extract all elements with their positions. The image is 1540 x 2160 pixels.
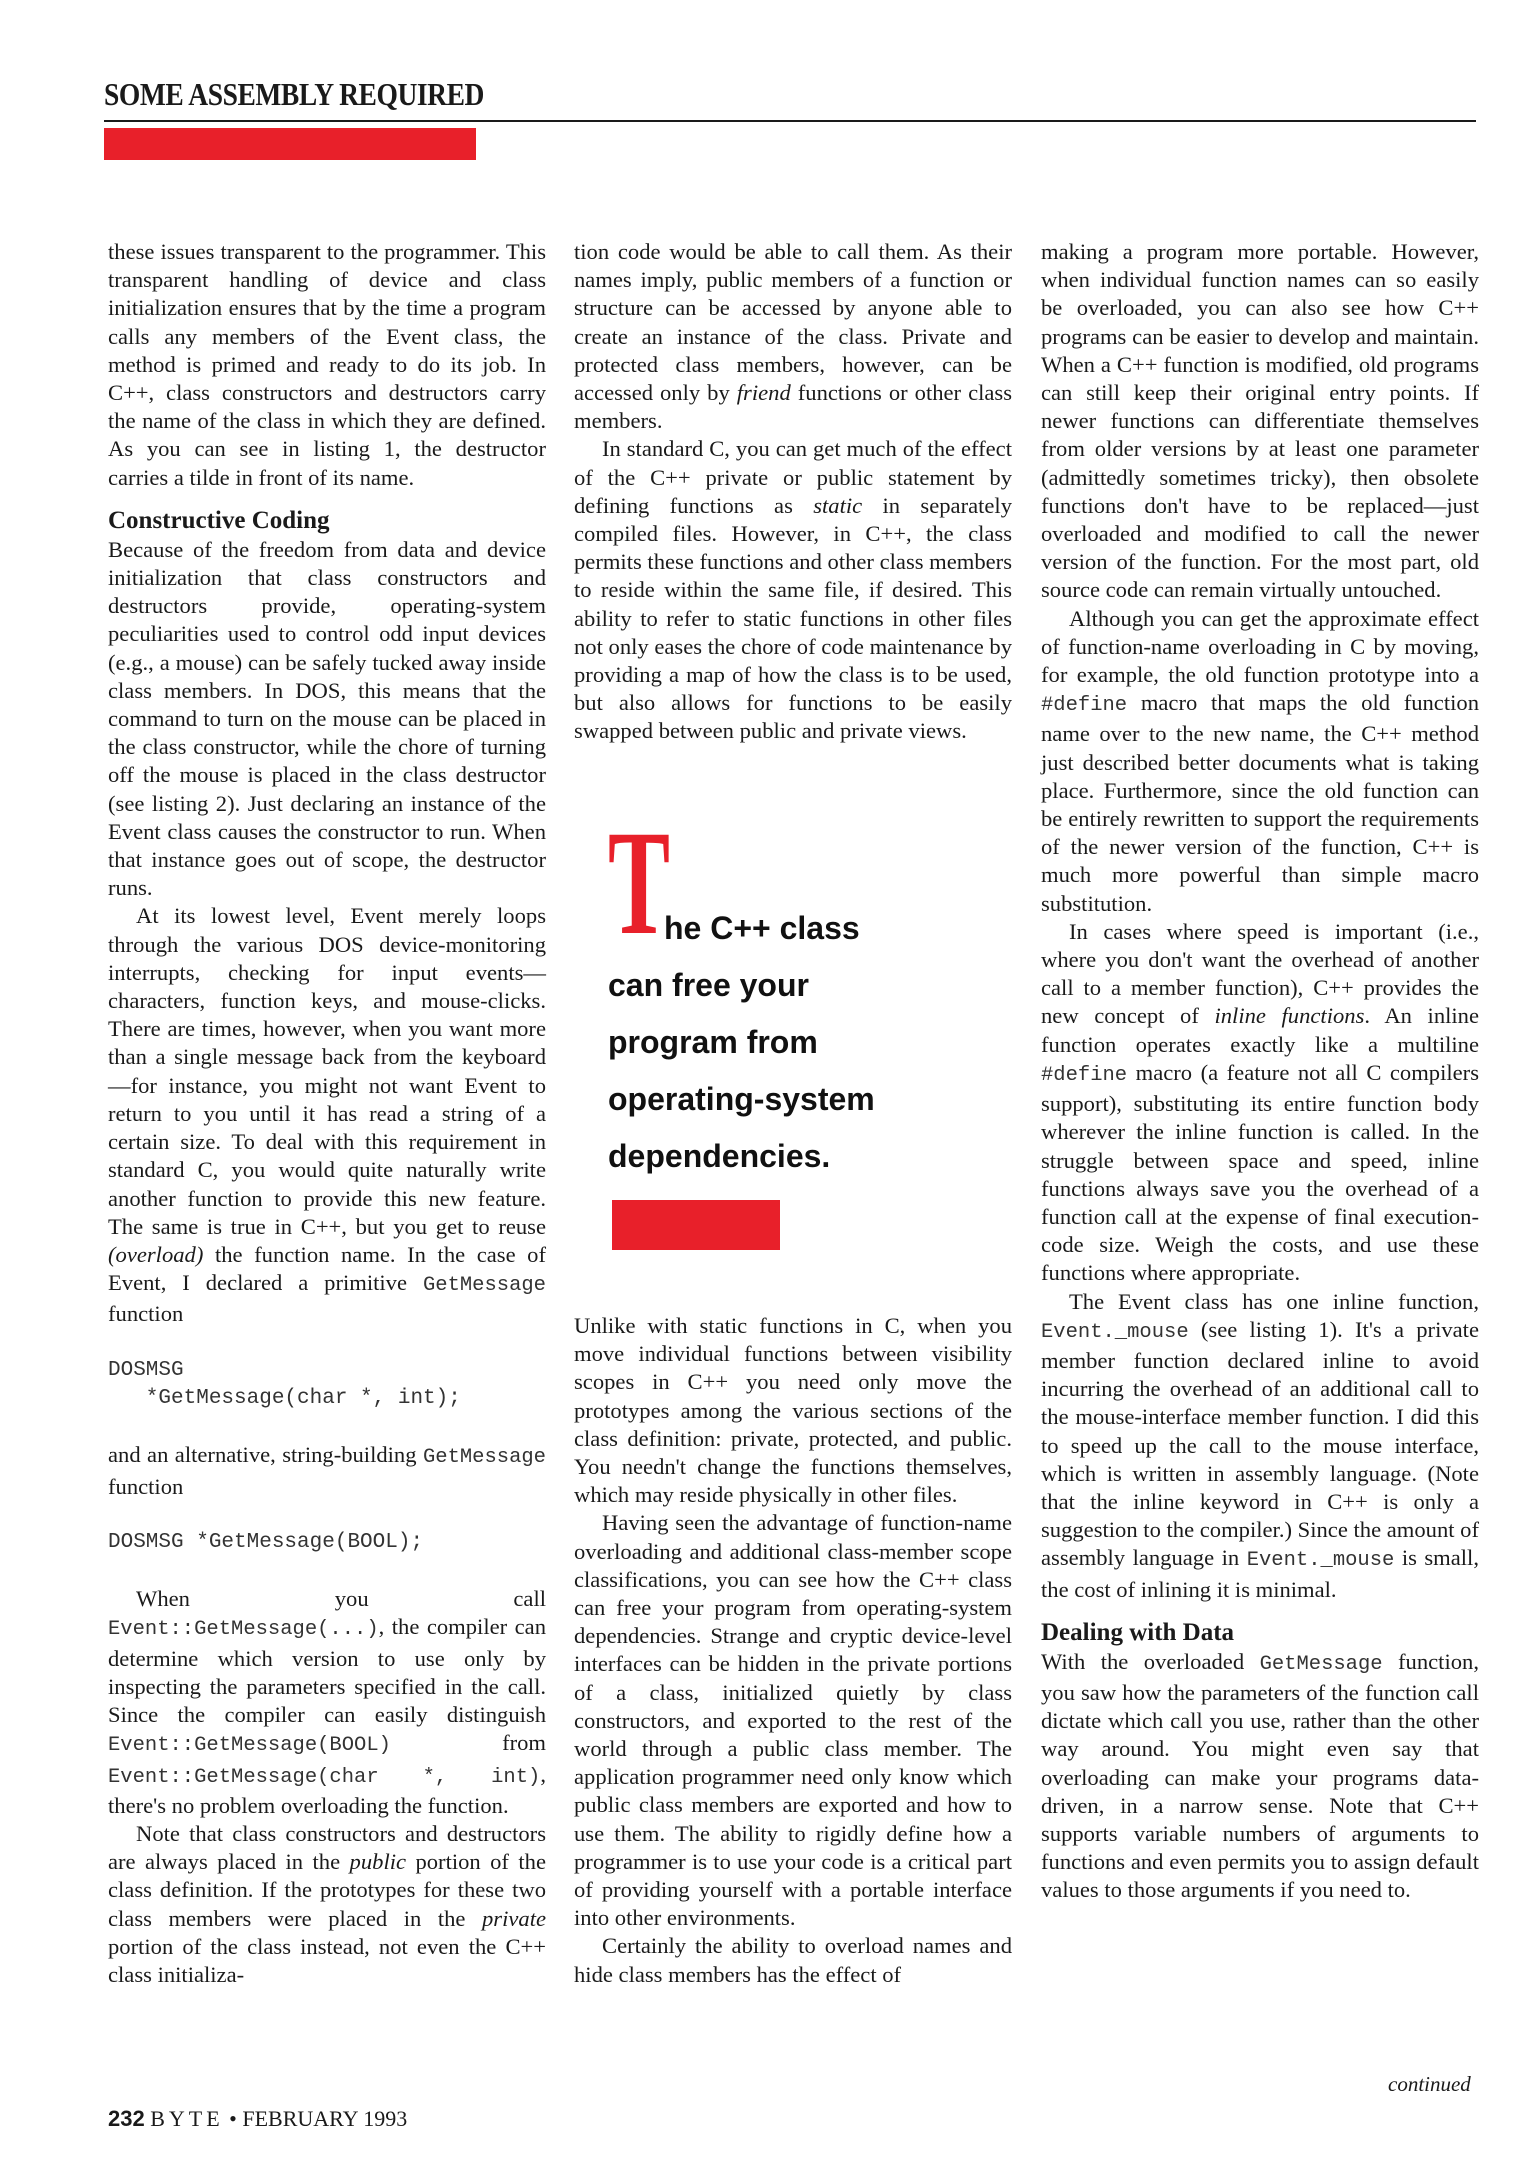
inline-code: #define	[1041, 1063, 1128, 1087]
header-rule	[104, 120, 1476, 122]
continued-label: continued	[1388, 2072, 1471, 2096]
paragraph: When you call Event::GetMessage(...), the compiler can determine which version to use only by inspecting the parameters specified in the call. Since the compiler can easily distinguish Event::GetMessage(BOOL) from Event::GetMessage(char *, int), there's no problem overloading the function.	[108, 1586, 546, 1818]
paragraph: In standard C, you can get much of the effect of the C++ private or public statement by defining functions as static in separately compiled files. However, in C++, the class permits these functions and other class members to reside within the same file, if desired. This ability to refer to static functions in other files not only eases the chore of code maintenance by providing a map of how the class is to be used, but also allows for functions to be easily swapped between public and private views.	[574, 436, 1013, 744]
paragraph: Although you can get the approximate effect of function-name overloading in C by moving, for example, the old function prototype into a #define macro that maps the old function name over to the new name, the C++ method just described better documents what is taking place. Furthermore, since the old function can be entirely rewritten to support the requirements of the newer version of the function, C++ is much more powerful than simple macro substitution.	[1041, 605, 1479, 916]
code-block: DOSMSG *GetMessage(BOOL);	[108, 1530, 424, 1554]
emphasis-static: static	[813, 492, 863, 518]
header-accent-bar	[104, 128, 476, 160]
page-footer	[108, 2106, 407, 2132]
inline-code: Event::GetMessage(...)	[108, 1618, 379, 1642]
inline-code: GetMessage	[422, 1446, 546, 1470]
paragraph: With the overloaded GetMessage function, you saw how the parameters of the function call dictate which call you use, rather than the other way around. You might even say that overloading can make your programs data-driven, in a narrow sense. Note that C++ supports variable numbers of arguments to functions and even permits you to assign default values to those arguments if you need to.	[1041, 1648, 1479, 1903]
subheading-constructive-coding: Constructive Coding	[108, 506, 330, 534]
inline-code: Event::GetMessage(BOOL)	[108, 1734, 391, 1758]
paragraph: The Event class has one inline function, Event._mouse (see listing 1). It's a private member function declared inline to avoid incurring the overhead of an additional call to the mouse-interface member function. I did this to speed up the call to the mouse interface, which is written in assembly language. (Note that the inline keyword in C++ is only a suggestion to the compiler.) Since the amount of assembly language in Event._mouse is small, the cost of inlining it is minimal.	[1041, 1288, 1479, 1602]
column-2	[574, 238, 1012, 746]
page-number: 232	[108, 2106, 145, 2131]
paragraph: tion code would be able to call them. As their names imply, public members of a function or structure can be accessed by anyone able to create an instance of the class. Private and protected class members, however, can be accessed only by friend functions or other class members.	[574, 239, 1012, 434]
pullquote-accent-bar	[612, 1200, 780, 1250]
code-block: DOSMSG *GetMessage(char *, int);	[108, 1358, 461, 1410]
footer-separator: •	[229, 2106, 237, 2131]
column-3	[1041, 238, 1479, 1905]
emphasis-friend: friend	[736, 380, 791, 406]
pullquote-line: can free your	[608, 967, 809, 1003]
paragraph: Having seen the advantage of function-name overloading and additional class-member scope classifications, you can see how the C++ class can free your program from operating-system dependencies. Strange and cryptic device-level interfaces can be hidden in the private portions of a class, initialized quietly by class constructors, and exported to the rest of the world through a public class member. The application programmer need only know which public class members are exported and how to use them. The ability to rigidly define how a programmer is to use your code is a critical part of providing yourself with a portable interface into other environments.	[574, 1510, 1012, 1931]
emphasis-private: private	[482, 1905, 546, 1931]
paragraph: Certainly the ability to overload names and hide class members has the effect of	[574, 1933, 1012, 1987]
subheading-dealing-with-data: Dealing with Data	[1041, 1618, 1235, 1646]
issue-date: FEBRUARY 1993	[242, 2106, 408, 2131]
inline-code: Event._mouse	[1246, 1549, 1395, 1573]
pullquote-line: he C++ class	[664, 910, 860, 946]
section-title: SOME ASSEMBLY REQUIRED	[104, 76, 484, 112]
paragraph: Unlike with static functions in C, when you move individual functions between visibility scopes in C++ you need only move the prototypes among the various sections of the class definition: private, protected, and public. You needn't change the functions themselves, which may reside physically in other files.	[574, 1313, 1012, 1508]
paragraph: and an alternative, string-building GetMessage function	[108, 1442, 546, 1499]
magazine-name: BYTE	[150, 2106, 224, 2131]
paragraph: these issues transparent to the programmer. This transparent handling of device and class initialization ensures that by the time a program calls any members of the Event class, the method is primed and ready to do its job. In C++, class constructors and destructors carry the name of the class in which they are defined. As you can see in listing 1, the destructor carries a tilde in front of its name.	[108, 239, 546, 490]
paragraph: In cases where speed is important (i.e., where you don't want the overhead of another call to a member function), C++ provides the new concept of inline functions. An inline function operates exactly like a multiline #define macro (a feature not all C compilers support), substituting its entire function body wherever the inline function is called. In the struggle between space and speed, inline functions always save you the overhead of a function call at the expense of final execution-code size. Weigh the costs, and use these functions where appropriate.	[1041, 918, 1480, 1286]
emphasis-public: public	[349, 1849, 407, 1875]
inline-code: GetMessage	[422, 1274, 546, 1298]
emphasis-overload: (overload)	[108, 1241, 204, 1267]
column-1	[108, 238, 546, 1989]
paragraph: Because of the freedom from data and device initialization that class constructors and destructors provide, operating-system peculiarities used to control odd input devices (e.g., a mouse) can be safely tucked away inside class members. In DOS, this means that the command to turn on the mouse can be placed in the class constructor, while the chore of turning off the mouse is placed in the class destructor (see listing 2). Just declaring an instance of the Event class causes the constructor to run. When that instance goes out of scope, the destructor runs.	[108, 536, 546, 901]
inline-code: GetMessage	[1259, 1652, 1383, 1676]
paragraph: making a program more portable. However, when individual function names can so easily be overloaded, you can also see how C++ programs can be easier to develop and maintain. When a C++ function is modified, old programs can still keep their original entry points. If newer functions can differentiate themselves from older versions by at least one parameter (admittedly sometimes tricky), then obsolete functions don't have to be replaced—just overloaded and modified to call the newer version of the function. For the most part, old source code can remain virtually untouched.	[1041, 239, 1479, 603]
pullquote-dropcap: T	[608, 800, 671, 966]
inline-code: Event._mouse	[1041, 1320, 1189, 1344]
pullquote-line: program from	[608, 1024, 818, 1060]
emphasis-inline-functions: inline functions	[1214, 1003, 1365, 1029]
paragraph: At its lowest level, Event merely loops through the various DOS device-monitoring interrupts, checking for input events—characters, function keys, and mouse-clicks. There are times, however, when you want more than a single message back from the keyboard—for instance, you might not want Event to return to you until it has read a string of a certain size. To deal with this requirement in standard C, you would quite naturally write another function to provide this new feature. The same is true in C++, but you get to reuse (overload) the function name. In the case of Event, I declared a primitive GetMessage function	[108, 903, 546, 1327]
pullquote-line: operating-system	[608, 1081, 875, 1117]
inline-code: Event::GetMessage(char *, int)	[108, 1765, 541, 1789]
pullquote-line: dependencies.	[608, 1138, 831, 1174]
paragraph: Note that class constructors and destructors are always placed in the public portion of the class definition. If the prototypes for these two class members were placed in the private portion of the class instead, not even the C++ class initializa-	[108, 1820, 546, 1987]
inline-code: #define	[1041, 694, 1128, 718]
column-2-lower	[574, 1312, 1012, 1989]
